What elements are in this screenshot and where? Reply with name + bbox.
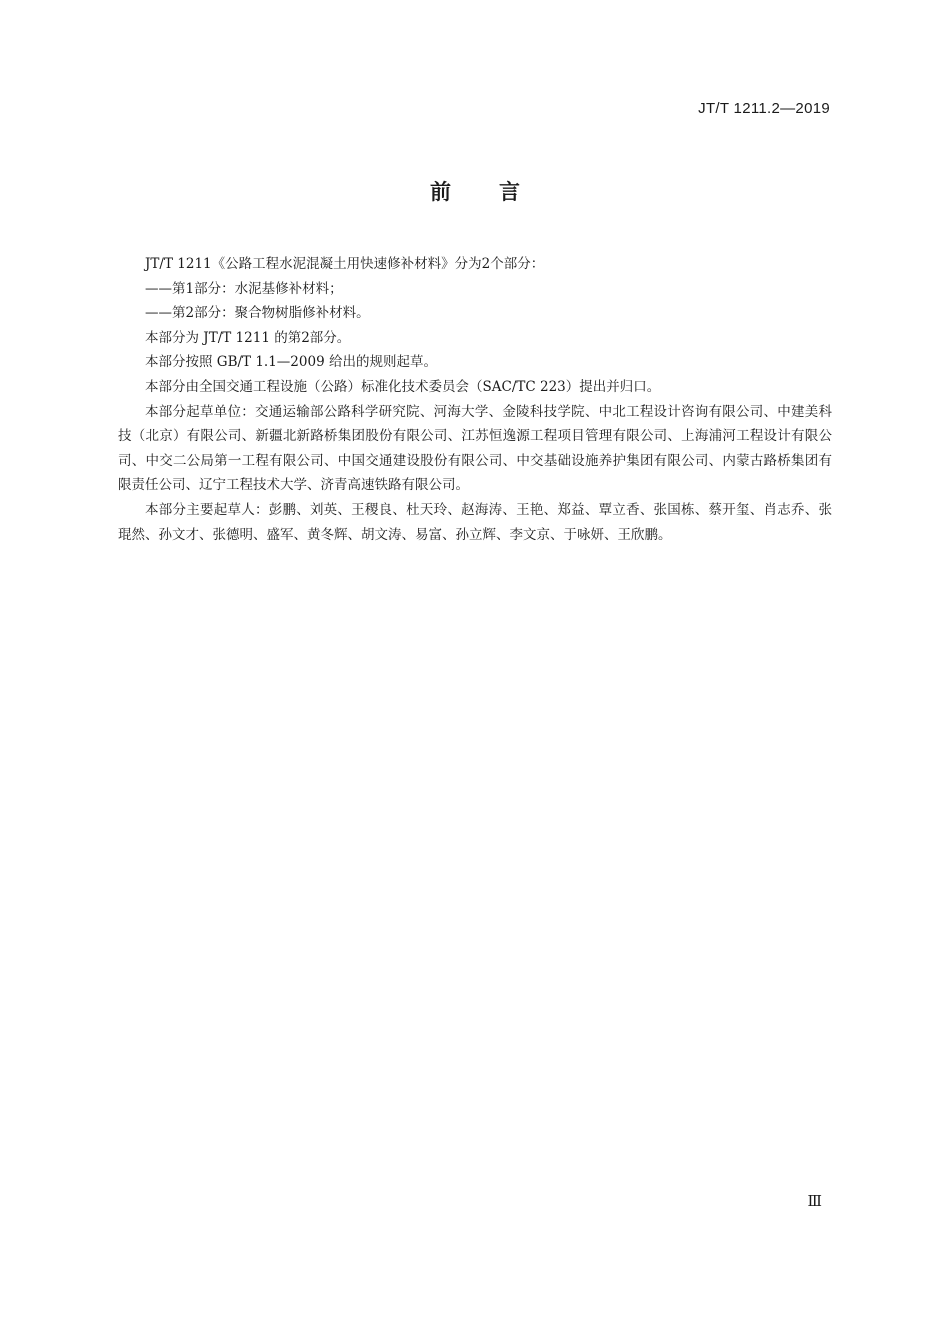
paragraph-proposer: 本部分由全国交通工程设施（公路）标准化技术委员会（SAC/TC 223）提出并归口。: [145, 378, 661, 395]
paragraph-drafters: 本部分主要起草人：彭鹏、刘英、王稷良、杜天玲、赵海涛、王艳、郑益、覃立香、张国栋、蔡开玺、肖志乔、张琨然、孙文才、张德明、盛军、黄冬辉、胡文涛、易富、孙立辉、李文京、于咏妍、王欣鹏。: [118, 501, 832, 543]
paragraph-drafting-rules: 本部分按照 GB/T 1.1—2009 给出的规则起草。: [145, 354, 437, 371]
foreword-body: [118, 252, 832, 547]
paragraph-part-1: ——第1部分：水泥基修补材料；: [145, 280, 343, 297]
paragraph-parts-intro: JT/T 1211《公路工程水泥混凝土用快速修补材料》分为2个部分：: [145, 256, 545, 272]
paragraph-this-part: 本部分为 JT/T 1211 的第2部分。: [145, 329, 351, 346]
page-number: Ⅲ: [807, 1192, 822, 1210]
paragraph-part-2: ——第2部分：聚合物树脂修补材料。: [145, 305, 370, 322]
paragraph-drafting-units: 本部分起草单位：交通运输部公路科学研究院、河海大学、金陵科技学院、中北工程设计咨询有限公司、中建美科技（北京）有限公司、新疆北新路桥集团股份有限公司、江苏恒逸源工程项目管理有限公司、上海浦河工程设计有限公司、中交二公局第一工程有限公司、中国交通建设股份有限公司、中交基础设施养护集团有限公司、内蒙古路桥集团有限责任公司、辽宁工程技术大学、济青高速铁路有限公司。: [118, 403, 832, 494]
page-title: 前言: [430, 180, 568, 204]
standard-number: JT/T 1211.2—2019: [698, 100, 830, 117]
